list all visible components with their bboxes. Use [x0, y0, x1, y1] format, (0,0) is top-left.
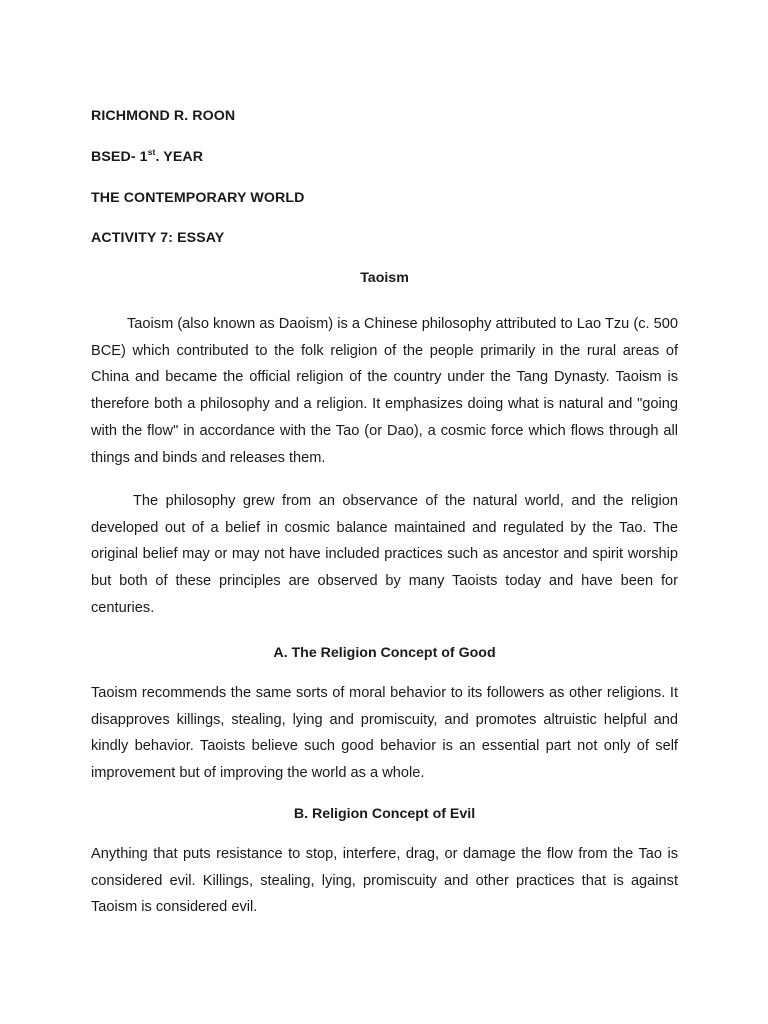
paragraph-1: Taoism (also known as Daoism) is a Chinese philosophy attributed to Lao Tzu (c. 500 BCE) which contributed to the folk religion of the people primarily in the rural areas of China and became the official religion of the country under the Tang Dynasty. Taoism is therefore both a philosophy and a religion. It emphasizes doing what is natural and "going with the flow" in accordance with the Tao (or Dao), a cosmic force which flows through all things and binds and releases them. — [91, 316, 678, 466]
course-year — [91, 149, 203, 165]
section-b-heading: B. Religion Concept of Evil — [293, 806, 476, 822]
section-a-heading: A. The Religion Concept of Good — [273, 645, 496, 661]
course-ordinal-suffix: st — [147, 147, 156, 157]
paragraph-2: The philosophy grew from an observance of the natural world, and the religion developed out of a belief in cosmic balance maintained and regulated by the Tao. The original belief may or may not have included practices such as ancestor and spirit worship but both of these principles are observed by many Taoists today and have been for centuries. — [91, 493, 678, 616]
author-name: RICHMOND R. ROON — [91, 108, 236, 124]
subject-title: THE CONTEMPORARY WORLD — [91, 190, 305, 206]
section-b-text: Anything that puts resistance to stop, interfere, drag, or damage the flow from the Tao is considered evil. Killings, stealing, lying, promiscuity and other practices that is against Taoism is considered evil. — [91, 846, 678, 916]
essay-title: Taoism — [360, 270, 409, 286]
course-prefix: BSED- 1 — [91, 149, 148, 165]
section-a-text: Taoism recommends the same sorts of moral behavior to its followers as other religions. It disapproves killings, stealing, lying and promiscuity, and promotes altruistic helpful and kindly behavior. Taoists believe such good behavior is an essential part not only of self improvement but of improving the world as a whole. — [91, 685, 678, 782]
course-suffix: . YEAR — [155, 149, 204, 165]
activity-title: ACTIVITY 7: ESSAY — [91, 230, 225, 246]
